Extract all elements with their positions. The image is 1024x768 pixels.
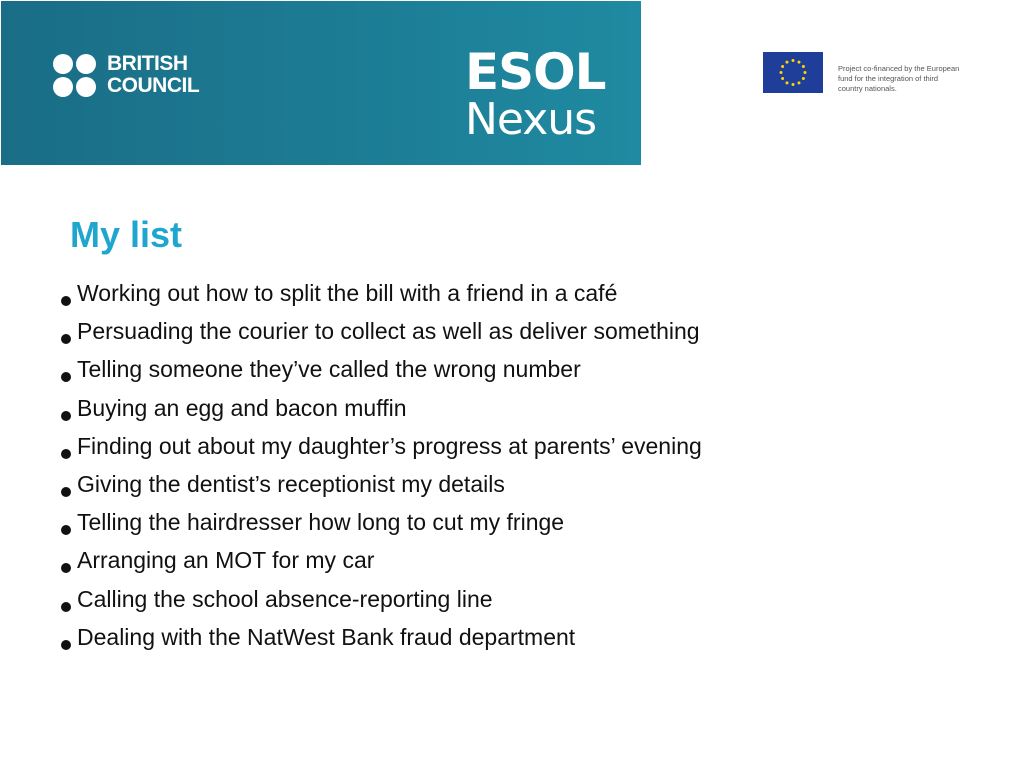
esol-logo-line1: ESOL [465, 43, 606, 101]
eu-star-icon [802, 65, 805, 68]
bullet-icon [61, 602, 71, 612]
list-item [61, 505, 702, 543]
esol-logo-line2: Nexus [465, 94, 597, 145]
list-item [61, 582, 702, 620]
eu-star-icon [780, 71, 783, 74]
bullet-icon [61, 640, 71, 650]
list-item [61, 314, 702, 352]
list-item [61, 467, 702, 505]
british-council-logo [53, 53, 213, 101]
eu-star-icon [792, 59, 795, 62]
british-council-line2: COUNCIL [107, 74, 200, 97]
list-item-text: Working out how to split the bill with a friend in a café [77, 280, 618, 306]
list-item-text: Dealing with the NatWest Bank fraud department [77, 623, 576, 650]
eu-star-icon [798, 61, 801, 64]
list-item-text: Telling someone they’ve called the wrong number [77, 356, 581, 383]
list-item-text: Giving the dentist’s receptionist my details [77, 470, 505, 497]
british-council-wordmark [107, 53, 199, 97]
list-item [61, 352, 702, 390]
bullet-icon [61, 372, 71, 382]
list-item-text: Persuading the courier to collect as well as deliver something [77, 318, 700, 345]
bullet-icon [61, 563, 71, 573]
eu-flag-icon [763, 52, 823, 93]
eu-star-icon [786, 81, 789, 84]
list-item-text: Buying an egg and bacon muffin [77, 394, 407, 421]
eu-caption-line: Project co-financed by the European [838, 64, 960, 73]
list-item-text: Telling the hairdresser how long to cut my fringe [77, 509, 565, 536]
list-item [61, 620, 702, 658]
eu-star-icon [802, 77, 805, 80]
eu-star-icon [804, 71, 807, 74]
british-council-dots-icon [53, 53, 99, 99]
list-item [61, 429, 702, 467]
bullet-icon [61, 334, 71, 344]
bullet-icon [61, 411, 71, 421]
list-item-text: Finding out about my daughter’s progress at parents’ evening [77, 432, 702, 459]
esol-nexus-logo [465, 43, 606, 145]
bullet-icon [61, 525, 71, 535]
eu-caption-line: country nationals. [838, 84, 897, 93]
page-title: My list [70, 214, 183, 255]
list-item-text: Calling the school absence-reporting line [77, 585, 493, 612]
eu-star-icon [781, 65, 784, 68]
list-item [61, 391, 702, 429]
task-list [61, 276, 702, 658]
list-item [61, 276, 702, 314]
header-banner [1, 1, 641, 165]
eu-funding-caption [838, 64, 988, 94]
eu-star-icon [786, 61, 789, 64]
list-item-text: Arranging an MOT for my car [77, 547, 375, 574]
bullet-icon [61, 296, 71, 306]
eu-star-icon [792, 83, 795, 86]
bullet-icon [61, 449, 71, 459]
eu-caption-line: fund for the integration of third [838, 74, 939, 83]
british-council-line1: BRITISH [107, 52, 188, 75]
list-item [61, 543, 702, 581]
bullet-icon [61, 487, 71, 497]
eu-star-icon [798, 81, 801, 84]
eu-star-icon [781, 77, 784, 80]
